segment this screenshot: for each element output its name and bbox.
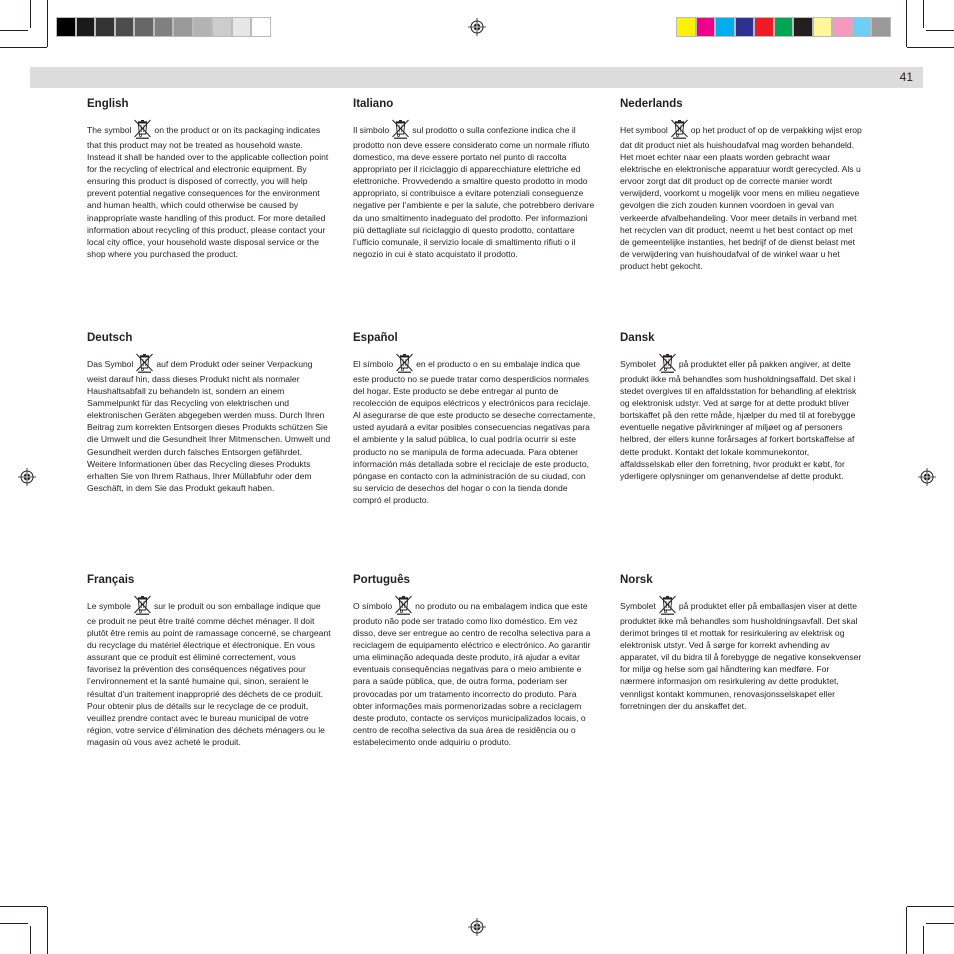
section-body <box>87 595 331 748</box>
section-heading: Português <box>353 574 410 586</box>
weee-crossed-bin-icon <box>394 595 413 615</box>
registration-mark-icon <box>918 468 936 486</box>
crop-mark <box>923 926 924 954</box>
body-lead: Symbolet <box>620 601 656 611</box>
crop-mark <box>906 0 907 47</box>
registration-mark-icon <box>468 918 486 936</box>
weee-crossed-bin-icon <box>395 353 414 373</box>
process-color-bar <box>676 17 891 37</box>
body-text: en el producto o en su embalaje indica que este producto no se puede tratar como desperdicios normales del hogar. Este producto se debe entregar al punto de recolección de equipos eléctricos y electrónicos para reciclaje. Al asegurarse de que este producto se deseche correctamente, usted ayudará a evitar posibles consecuencias negativas para el ambiente y la salud pública, lo cual podría ocurrir si este producto no se manipula de forma adecuada. Para obtener información más detallada sobre el reciclaje de este producto, póngase en contacto con la administración de su ciudad, con su servicio de desechos del hogar o con la tienda donde compró el producto. <box>353 359 596 505</box>
section-italiano <box>353 97 597 260</box>
section-deutsch <box>87 331 331 494</box>
body-text: sul prodotto o sulla confezione indica che il prodotto non deve essere considerato come un normale rifiuto domestico, ma deve essere portato nel punto di raccolta appropriato per il riciclaggio di apparecchiature elettriche ed elettroniche. Provvedendo a smaltire questo prodotto in modo appropriato, si contribuisce a evitare potenziali conseguenze negative per l’ambiente e per la salute, che potrebbero derivare da uno smaltimento inadeguato del prodotto. Per informazioni più dettagliate sul riciclaggio di questo prodotto, contattare l’ufficio comunale, il servizio locale di smaltimento rifiuti o il negozio in cui è stato acquistato il prodotto. <box>353 125 595 259</box>
body-text: på produktet eller på emballasjen viser at dette produktet ikke må behandles som husholdningsavfall. Det skal derimot bringes til et mottak for resirkulering av elektrisk og elektronisk utstyr. Ved å sørge for korrekt avhending av apparatet, vil du bidra til å forebygge de negative konsekvenser for miljø og helse som gal håndtering kan medføre. For nærmere informasjon om resirkulering av dette produktet, vennligst kontakt kommunen, renovasjonsselskapet eller forretningen der du anskaffet det. <box>620 601 862 711</box>
crop-mark <box>923 0 924 28</box>
body-lead: El símbolo <box>353 359 394 369</box>
body-lead: Le symbole <box>87 601 131 611</box>
section-heading: English <box>87 98 129 110</box>
color-swatch <box>754 17 774 37</box>
section-body <box>353 595 597 748</box>
body-text: on the product or on its packaging indicates that this product may not be treated as household waste. Instead it shall be handed over to the applicable collection point for the recycling of electrical and electronic equipment. By ensuring this product is disposed of correctly, you will help prevent potential negative consequences for the environment and human health, which could otherwise be caused by inappropriate waste handling of this product. For more detailed information about recycling of this product, please contact your local city office, your household waste disposal service or the shop where you purchased the product. <box>87 125 329 259</box>
section-heading: Français <box>87 574 135 586</box>
color-swatch <box>134 17 154 37</box>
weee-crossed-bin-icon <box>135 353 154 373</box>
weee-crossed-bin-icon <box>670 119 689 139</box>
section-body <box>87 119 331 260</box>
crop-mark <box>907 906 954 907</box>
color-swatch <box>251 17 271 37</box>
body-lead: Het symbool <box>620 125 668 135</box>
color-swatch <box>173 17 193 37</box>
crop-mark <box>926 30 954 31</box>
color-swatch <box>76 17 96 37</box>
section-body <box>353 353 597 506</box>
page-number: 41 <box>899 70 913 84</box>
registration-mark-icon <box>18 468 36 486</box>
body-lead: Il simbolo <box>353 125 390 135</box>
section-norsk <box>620 573 864 712</box>
color-swatch <box>115 17 135 37</box>
section-heading: Nederlands <box>620 98 683 110</box>
section-heading: Dansk <box>620 332 655 344</box>
color-swatch <box>232 17 252 37</box>
section-body <box>620 353 864 482</box>
section-heading: Deutsch <box>87 332 133 344</box>
section-espanol <box>353 331 597 506</box>
body-text: sur le produit ou son emballage indique que ce produit ne peut être traité comme déchet ménager. Il doit plutôt être remis au point de ramassage concerné, se chargeant du recyclage du matériel électrique et électronique. En vous assurant que ce produit est éliminé correctement, vous favorisez la prévention des conséquences négatives pour l’environnement et la santé humaine qui, sinon, seraient le résultat d’un traitement inapproprié des déchets de ce produit. Pour obtenir plus de détails sur le recyclage de ce produit, veuillez prendre contact avec le bureau municipal de votre région, votre service d’élimination des déchets ménagers ou le magasin où vous avez acheté le produit. <box>87 601 331 747</box>
color-swatch <box>212 17 232 37</box>
crop-mark <box>47 0 48 47</box>
color-swatch <box>871 17 891 37</box>
color-swatch <box>56 17 76 37</box>
color-swatch <box>193 17 213 37</box>
crop-mark <box>0 47 47 48</box>
body-lead: Das Symbol <box>87 359 134 369</box>
weee-crossed-bin-icon <box>391 119 410 139</box>
crop-mark <box>0 30 28 31</box>
section-nederlands <box>620 97 864 272</box>
color-swatch <box>793 17 813 37</box>
section-english <box>87 97 331 260</box>
page-header-bar <box>30 67 923 88</box>
color-swatch <box>95 17 115 37</box>
color-swatch <box>832 17 852 37</box>
section-portugues <box>353 573 597 748</box>
section-body <box>87 353 331 494</box>
crop-mark <box>906 907 907 954</box>
color-swatch <box>676 17 696 37</box>
section-heading: Español <box>353 332 398 344</box>
crop-mark <box>30 0 31 28</box>
body-lead: O símbolo <box>353 601 393 611</box>
section-body <box>620 119 864 272</box>
color-swatch <box>735 17 755 37</box>
color-swatch <box>774 17 794 37</box>
section-body <box>353 119 597 260</box>
section-dansk <box>620 331 864 482</box>
grayscale-color-bar <box>56 17 271 37</box>
weee-crossed-bin-icon <box>133 595 152 615</box>
crop-mark <box>0 923 28 924</box>
section-heading: Norsk <box>620 574 653 586</box>
crop-mark <box>926 923 954 924</box>
body-text: auf dem Produkt oder seiner Verpackung weist darauf hin, dass dieses Produkt nicht als normaler Haushaltsabfall zu behandeln ist, sondern an einem Sammelpunkt für das Recycling von elektrischen und elektronischen Geräten abgegeben werden muss. Durch Ihren Beitrag zum korrekten Entsorgen dieses Produkts schützen Sie die Umwelt und die Gesundheit Ihrer Mitmenschen. Umwelt und Gesundheit werden durch falsches Entsorgen gefährdet. Weitere Informationen über das Recycling dieses Produkts erhalten Sie von Ihrem Rathaus, Ihrer Müllabfuhr oder dem Geschäft, in dem Sie das Produkt gekauft haben. <box>87 359 331 493</box>
weee-crossed-bin-icon <box>133 119 152 139</box>
section-heading: Italiano <box>353 98 394 110</box>
body-text: no produto ou na embalagem indica que este produto não pode ser tratado como lixo doméstico. Em vez disso, deve ser entregue ao centro de recolha selectiva para a reciclagem de equipamento eléctrico e electrónico. Ao garantir uma eliminação adequada deste produto, irá ajudar a evitar eventuais consequências negativas para o meio ambiente e para a saúde pública, que, de outra forma, poderiam ser provocadas por um tratamento incorrecto do produto. Para obter informações mais pormenorizadas sobre a reciclagem deste produto, contacte os serviços municipalizados locais, o centro de recolha selectiva da sua área de residência ou o estabelecimento onde adquiriu o produto. <box>353 601 591 747</box>
body-text: op het product of op de verpakking wijst erop dat dit product niet als huishoudafval mag worden behandeld. Het moet echter naar een plaats worden gebracht waar elektrische en elektronische apparatuur wordt gerecycled. Als u ervoor zorgt dat dit product op de correcte manier wordt verwijderd, voorkomt u mogelijk voor mens en milieu negatieve gevolgen die zich zouden kunnen voordoen in geval van verkeerde afvalbehandeling. Voor meer details in verband met het recyclen van dit product, neemt u het best contact op met de gemeentelijke instanties, het bedrijf of de dienst belast met de verwijdering van huishoudafval of de winkel waar u het product hebt gekocht. <box>620 125 862 271</box>
weee-crossed-bin-icon <box>658 353 677 373</box>
crop-mark <box>47 907 48 954</box>
crop-mark <box>0 906 47 907</box>
color-swatch <box>154 17 174 37</box>
registration-mark-icon <box>468 18 486 36</box>
color-swatch <box>813 17 833 37</box>
body-lead: The symbol <box>87 125 132 135</box>
section-francais <box>87 573 331 748</box>
color-swatch <box>715 17 735 37</box>
body-lead: Symbolet <box>620 359 656 369</box>
color-swatch <box>696 17 716 37</box>
weee-crossed-bin-icon <box>658 595 677 615</box>
body-text: på produktet eller på pakken angiver, at dette produkt ikke må behandles som husholdningsaffald. Det skal i stedet overgives til en affaldsstation for behandling af elektrisk og elektronisk udstyr. Ved at sørge for at dette produkt bliver bortskaffet på den rette måde, hjælper du med til at forebygge eventuelle negative påvirkninger af miljøet og af personers helbred, der ellers kunne forårsages af forkert bortskaffelse af dette produkt. Kontakt det lokale kommunekontor, affaldsselskab eller den forretning, hvor produkt er købt, for yderligere oplysninger om genanvendelse af dette produkt. <box>620 359 857 481</box>
crop-mark <box>907 47 954 48</box>
crop-mark <box>30 926 31 954</box>
color-swatch <box>852 17 872 37</box>
section-body <box>620 595 864 712</box>
